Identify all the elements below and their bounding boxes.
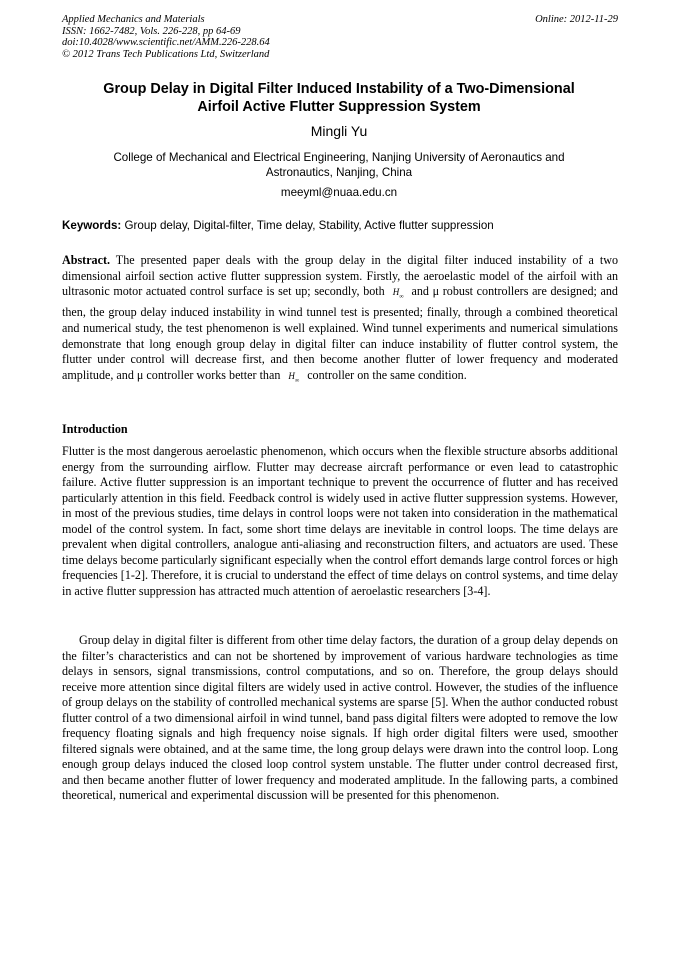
paper-title [40,80,638,116]
journal-header [62,14,618,60]
keywords-text: Group delay, Digital-filter, Time delay, Stability, Active flutter suppression [121,219,494,232]
h-infinity-symbol: $H_\infty$ [392,287,404,300]
keywords-label: Keywords: [62,219,122,232]
issn-line: ISSN: 1662-7482, Vols. 226-228, pp 64-69 [62,25,241,37]
introduction-heading: Introduction [62,422,128,436]
affiliation-line-2: Astronautics, Nanjing, China [265,166,413,179]
abstract [62,253,618,389]
abstract-part-2: and μ robust controllers are designed; and then, the group delay induced instability in wind tunnel test is presented; finally, through a combined theoretical and numerical study, the test phenomenon is well explained. Wind tunnel experiments and numerical simulations demonstrate that long enough group delay in digital filter can induce instability of flutter control system, the flutter under control will decrease first, and then become another flutter of lower frequency and moderated amplitude, and μ controller works better than [62,284,618,382]
author-email[interactable]: meeyml@nuaa.edu.cn [280,186,398,199]
introduction-paragraph-2: Group delay in digital filter is different from other time delay factors, the duration of a group delay depends on the filter’s characteristics and can not be shortened by improvement of various hardware technologies as time delays in sensors, signal transmissions, control computations, and so on. Therefore, the group delays should receive more attention since digital filters are widely used in active control. However, the studies of the influence of group delays on the stability of controlled mechanical systems are sparse [5]. When the author conducted robust flutter control of a two dimensional airfoil in wind tunnel, band pass digital filters were adopted to remove the low frequency floating signals and high frequency noise signals. If high order digital filters were used, smoother filtered signals were obtained, and at the same time, the long group delays were drawn into the control loop. Long enough group delays induced the closed loop control system unstable. The flutter under control decreased first, and then became another flutter of lower frequency and moderated amplitude. In the fallowing parts, a combined theoretical, numerical and experimental discussion will be presented for this phenomenon. [62,633,618,803]
keywords [62,219,618,233]
affiliation-line-1: College of Mechanical and Electrical Engineering, Nanjing University of Aeronautics and [113,151,565,164]
doi-line: doi:10.4028/www.scientific.net/AMM.226-228.64 [62,37,270,49]
affiliation [80,150,598,180]
copyright-line: © 2012 Trans Tech Publications Ltd, Switzerland [62,48,270,60]
title-line-2: Airfoil Active Flutter Suppression System [197,99,481,115]
author-name: Mingli Yu [310,123,368,139]
abstract-part-1: The presented paper deals with the group delay in the digital filter induced instability of a two dimensional airfoil section active flutter suppression system. Firstly, the aeroelastic model of the airfoil with an ultrasonic motor actuated control surface is set up; secondly, both [62,253,618,299]
title-line-1: Group Delay in Digital Filter Induced Instability of a Two-Dimensional [103,81,575,97]
abstract-part-3: controller on the same condition. [307,367,467,382]
online-date: Online: 2012-11-29 [535,14,618,25]
h-infinity-symbol-2: $H_\infty$ [288,370,300,384]
abstract-label: Abstract. [62,253,111,267]
journal-name: Applied Mechanics and Materials [62,14,205,25]
introduction-paragraph-1: Flutter is the most dangerous aeroelastic phenomenon, which occurs when the flexible structure absorbs additional energy from the surrounding airflow. Flutter may decrease aircraft performance or even lead to catastrophic failure. Active flutter suppression is an important technique to prevent the occurrence of flutter and has received particularly attention in this field. Feedback control is widely used in active flutter suppression systems. However, in most of the previous studies, time delays in control loops were not taken into consideration in the mathematical model of the control system. In fact, some short time delays are inevitable in control loops. The time delays are prevalent when digital controllers, analogue anti-aliasing and reconstruction filters, and actuators are used. These time delays become particularly significant especially when the control effort demands large control forces or high frequencies [1-2]. Therefore, it is crucial to understand the effect of time delays on control systems, and time delay in active flutter suppression has attracted much attention of aeroelastic researchers [3-4]. [62,444,618,598]
